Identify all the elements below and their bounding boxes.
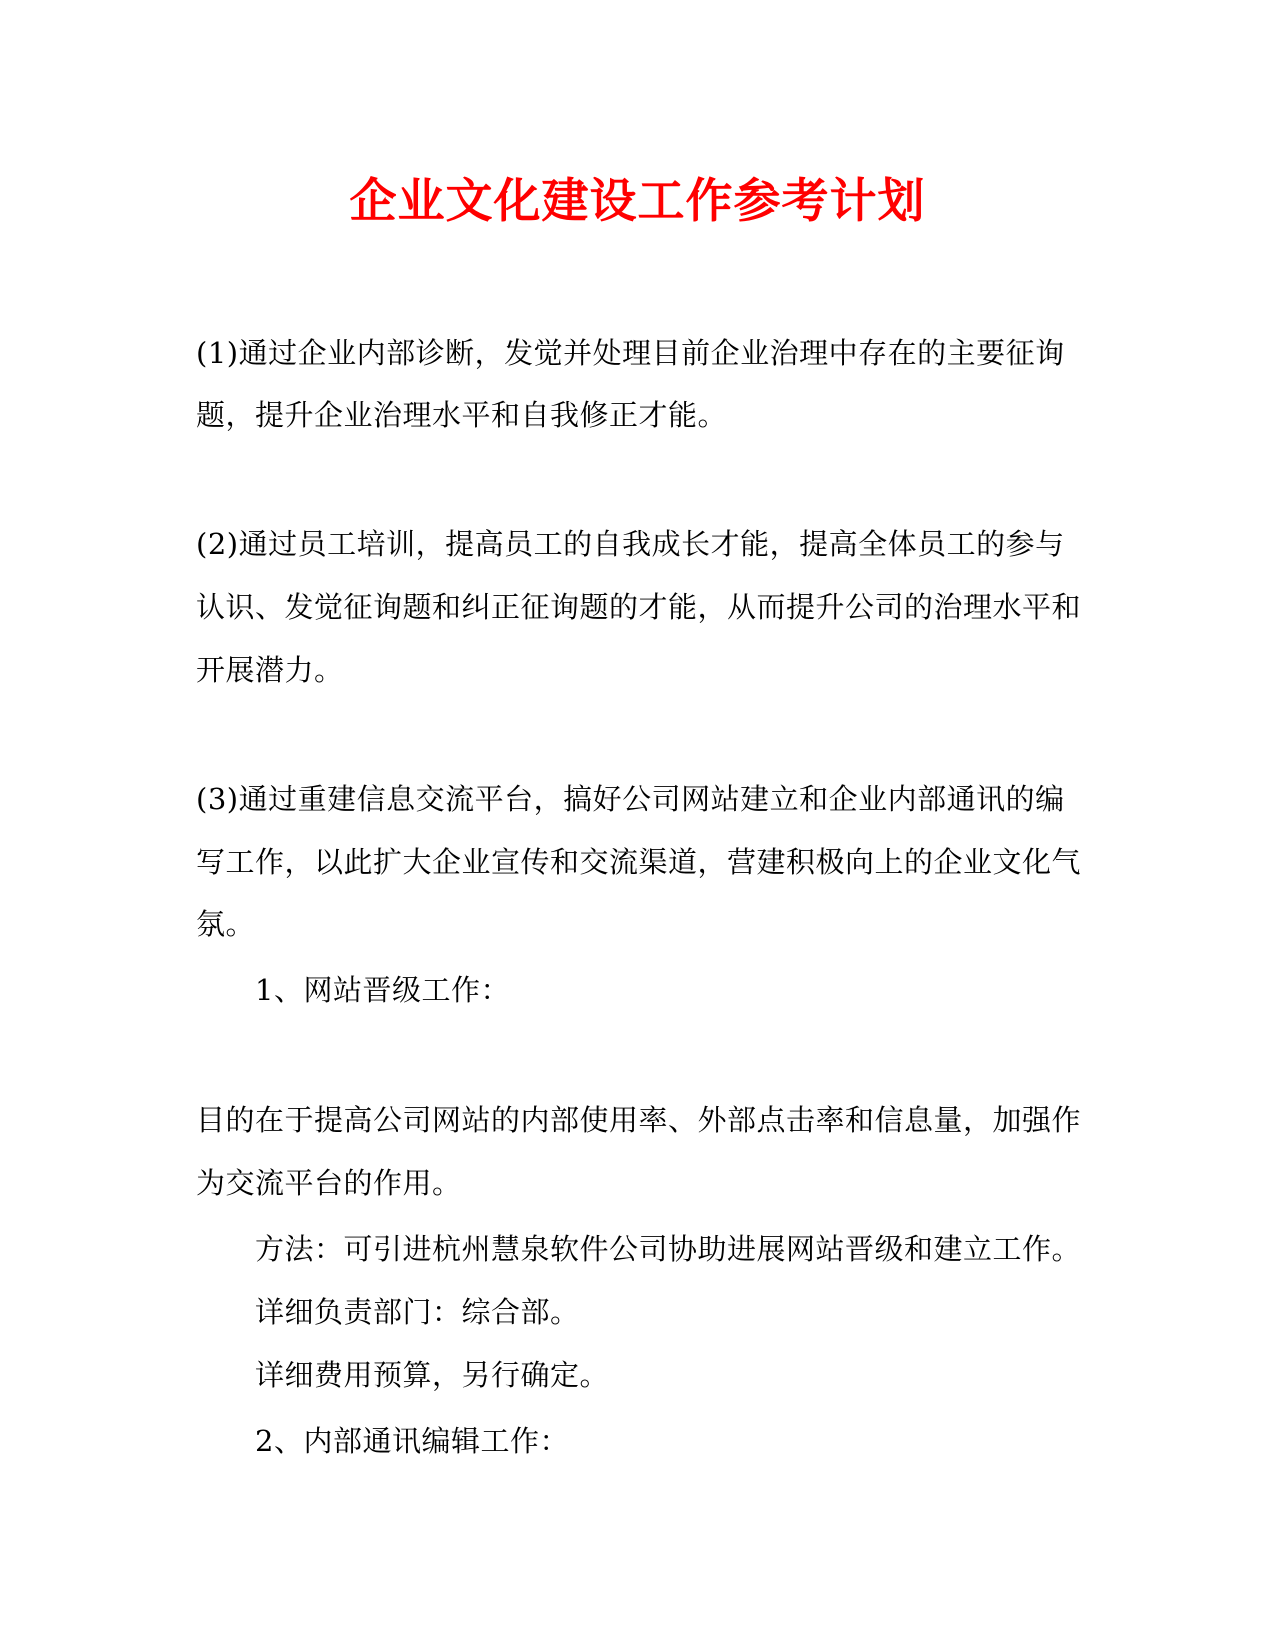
paragraph-line: 详细费用预算，另行确定。 bbox=[255, 1358, 610, 1392]
paragraph-line: 写工作，以此扩大企业宣传和交流渠道，营建积极向上的企业文化气 bbox=[196, 845, 1082, 879]
paragraph-line: (1)通过企业内部诊断，发觉并处理目前企业治理中存在的主要征询 bbox=[196, 336, 1065, 370]
paragraph-line: (3)通过重建信息交流平台，搞好公司网站建立和企业内部通讯的编 bbox=[196, 782, 1065, 816]
section-heading: 2、内部通讯编辑工作： bbox=[255, 1424, 569, 1458]
paragraph-line: (2)通过员工培训，提高员工的自我成长才能，提高全体员工的参与 bbox=[196, 527, 1065, 561]
paragraph-line: 目的在于提高公司网站的内部使用率、外部点击率和信息量，加强作 bbox=[196, 1103, 1082, 1137]
paragraph-line: 氛。 bbox=[196, 907, 256, 941]
paragraph-line: 题，提升企业治理水平和自我修正才能。 bbox=[196, 398, 728, 432]
paragraph-line: 详细负责部门：综合部。 bbox=[255, 1295, 580, 1329]
document-title: 企业文化建设工作参考计划 bbox=[349, 174, 926, 229]
paragraph-line: 认识、发觉征询题和纠正征询题的才能，从而提升公司的治理水平和 bbox=[196, 590, 1082, 624]
paragraph-line: 开展潜力。 bbox=[196, 653, 344, 687]
paragraph-line: 为交流平台的作用。 bbox=[196, 1166, 462, 1200]
section-heading: 1、网站晋级工作： bbox=[255, 973, 510, 1007]
paragraph-line: 方法：可引进杭州慧泉软件公司协助进展网站晋级和建立工作。 bbox=[255, 1232, 1082, 1266]
